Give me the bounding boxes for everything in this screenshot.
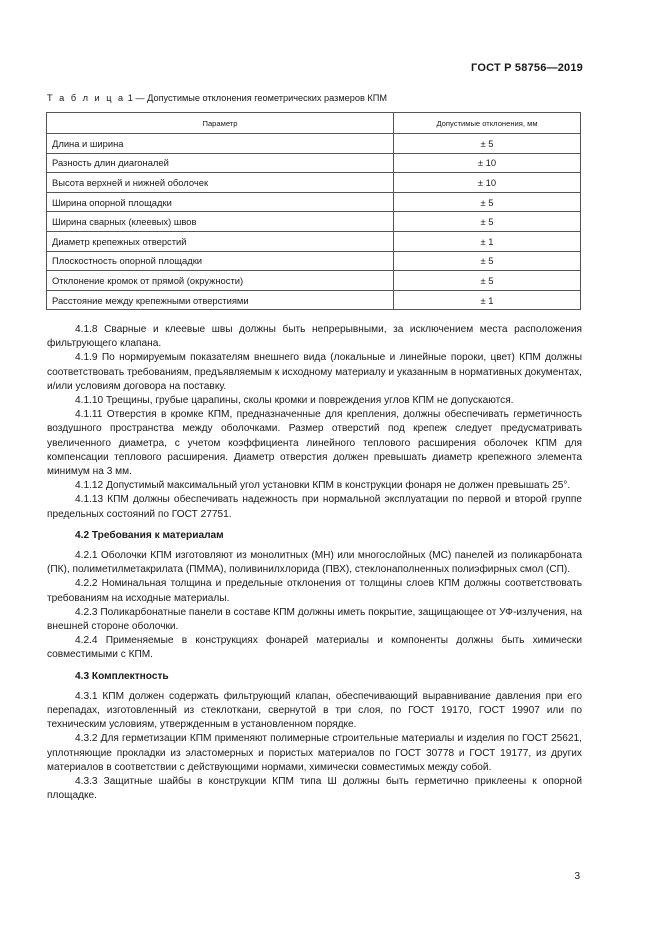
table-cell-parameter: Расстояние между крепежными отверстиями: [47, 290, 394, 310]
table-cell-tolerance: ± 5: [394, 134, 581, 154]
tolerance-table: [46, 112, 581, 310]
clause-4-3-1: 4.3.1 КПМ должен содержать фильтрующий клапан, обеспечивающий выравнивание давления при его перепадах, изготовленный из стеклоткани, свернутой в три слоя, по ГОСТ 19170, ГОСТ 19907 или по техническим условиям, утвержденным в установленном порядке.: [47, 690, 582, 731]
document-code: ГОСТ Р 58756—2019: [471, 62, 583, 74]
table-cell-tolerance: ± 5: [394, 192, 581, 212]
clause-4-1-12: 4.1.12 Допустимый максимальный угол установки КПМ в конструкции фонаря не должен превышать 25°.: [75, 480, 571, 492]
column-header-tolerance: Допустимые отклонения, мм: [394, 113, 581, 134]
table-caption-title: 1 — Допустимые отклонения геометрических размеров КПМ: [127, 93, 388, 103]
table-caption: [47, 93, 387, 103]
table-cell-parameter: Отклонение кромок от прямой (окружности): [47, 271, 394, 291]
clause-4-1-11: 4.1.11 Отверстия в кромке КПМ, предназначенные для крепления, должны обеспечивать герметичность воздушного пространства между оболочками. Размер отверстий под крепеж следует предусматривать увеличенного диаметра, с учетом коэффициента линейного теплового расширения оболочек КПМ для компенсации теплового расширения. Диаметр отверстия должен превышать диаметр крепежного элемента минимум на 3 мм.: [47, 409, 582, 478]
clause-4-1-8: 4.1.8 Сварные и клеевые швы должны быть непрерывными, за исключением места расположения фильтрующего клапана.: [47, 324, 582, 350]
table-cell-tolerance: ± 10: [394, 173, 581, 193]
table-cell-parameter: Высота верхней и нижней оболочек: [47, 173, 394, 193]
table-cell-tolerance: ± 5: [394, 212, 581, 232]
table-cell-parameter: Ширина опорной площадки: [47, 192, 394, 212]
clause-4-2-4: 4.2.4 Применяемые в конструкциях фонарей материалы и компоненты должны быть химически совместимыми с КПМ.: [47, 635, 582, 661]
table-row: [47, 290, 581, 310]
clause-4-3-3: 4.3.3 Защитные шайбы в конструкции КПМ типа Ш должны быть герметично приклеены к опорной площадке.: [47, 776, 582, 802]
table-caption-label: Т а б л и ц а: [47, 93, 126, 103]
column-header-parameter: Параметр: [47, 113, 394, 134]
clause-4-1-10: 4.1.10 Трещины, грубые царапины, сколы кромки и повреждения углов КПМ не допускаются.: [75, 395, 514, 407]
section-heading-4-3: 4.3 Комплектность: [75, 670, 169, 682]
table-cell-parameter: Диаметр крепежных отверстий: [47, 231, 394, 251]
clause-4-1-13: 4.1.13 КПМ должны обеспечивать надежность при нормальной эксплуатации по первой и второй группе предельных состояний по ГОСТ 27751.: [47, 494, 582, 520]
table-header-row: [47, 113, 581, 134]
table-row: [47, 212, 581, 232]
table-row: [47, 134, 581, 154]
table-cell-tolerance: ± 5: [394, 251, 581, 271]
table-row: [47, 173, 581, 193]
clause-4-2-2: 4.2.2 Номинальная толщина и предельные отклонения от толщины слоев КПМ должны соответствовать требованиям на исходные материалы.: [47, 578, 582, 604]
table-row: [47, 153, 581, 173]
table-row: [47, 251, 581, 271]
table-cell-tolerance: ± 5: [394, 271, 581, 291]
page-number: 3: [574, 871, 580, 882]
clause-4-2-1: 4.2.1 Оболочки КПМ изготовляют из монолитных (МН) или многослойных (МС) панелей из поликарбоната (ПК), полиметилметакрилата (ПММА), поливинилхлорида (ПВХ), стеклонаполненных полиэфирных смол (СП).: [47, 550, 582, 576]
section-heading-4-2: 4.2 Требования к материалам: [75, 529, 224, 541]
table-cell-parameter: Длина и ширина: [47, 134, 394, 154]
table-cell-parameter: Ширина сварных (клеевых) швов: [47, 212, 394, 232]
clause-4-1-9: 4.1.9 По нормируемым показателям внешнего вида (локальные и линейные пороки, цвет) КПМ должны соответствовать требованиям, предъявляемым к исходному материалу и указанным в нормативных документах, и/или условиям договора на поставку.: [47, 352, 582, 392]
table-cell-tolerance: ± 10: [394, 153, 581, 173]
table-cell-tolerance: ± 1: [394, 231, 581, 251]
body-text: [47, 323, 582, 804]
table-cell-parameter: Разность длин диагоналей: [47, 153, 394, 173]
table-row: [47, 192, 581, 212]
table-cell-tolerance: ± 1: [394, 290, 581, 310]
table-row: [47, 271, 581, 291]
clause-4-3-2: 4.3.2 Для герметизации КПМ применяют полимерные строительные материалы и изделия по ГОСТ 25621, уплотняющие прокладки из эластомерных и пористых материалов по ГОСТ 30778 и ГОСТ 19177, из других материалов в соответствии с действующими нормами, химически совместимых между собой.: [47, 733, 582, 773]
table-cell-parameter: Плоскостность опорной площадки: [47, 251, 394, 271]
table-row: [47, 231, 581, 251]
clause-4-2-3: 4.2.3 Поликарбонатные панели в составе КПМ должны иметь покрытие, защищающее от УФ-излучения, на внешней стороне оболочки.: [47, 606, 582, 633]
